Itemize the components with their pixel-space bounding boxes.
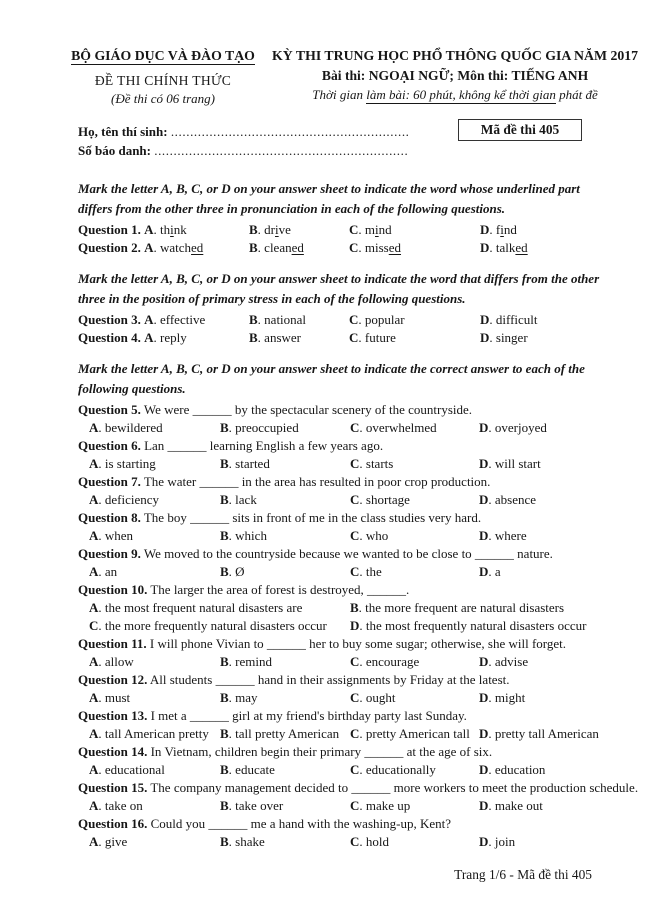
option-d: D. will start: [479, 456, 541, 471]
question-stem: Question 7. The water ______ in the area has resulted in poor crop production.: [78, 474, 491, 489]
question-number-and-option: [78, 311, 249, 329]
option-b: B. preoccupied: [220, 420, 299, 435]
question-stem: Question 14. In Vietnam, children begin their primary ______ at the age of six.: [78, 744, 493, 759]
question-row: [78, 329, 612, 347]
option-d: D. where: [479, 528, 527, 543]
option-a: A. must: [89, 690, 131, 705]
question-stem: Question 15. The company management decided to ______ more workers to meet the production schedule.: [78, 780, 639, 795]
question-number: Question 11.: [78, 636, 147, 651]
official-exam-label: ĐỀ THI CHÍNH THỨC: [94, 73, 232, 88]
option-c: C. mind: [349, 222, 392, 237]
option-a: A. take on: [89, 798, 143, 813]
option-c: C. the: [350, 564, 382, 579]
option-a: A. an: [89, 564, 118, 579]
duration-underlined: làm bài: 60 phút, không kể thời gian: [366, 87, 556, 102]
question-number: Question 9.: [78, 546, 141, 561]
option-d: D. join: [479, 834, 516, 849]
option-b: B. educate: [220, 762, 275, 777]
option-b: B. shake: [220, 834, 265, 849]
option-c: C. hold: [350, 834, 390, 849]
question-section: [78, 359, 639, 851]
question-stem: Question 9. We moved to the countryside because we wanted to be close to ______ nature.: [78, 546, 553, 561]
options-row: [78, 527, 612, 545]
header-right-block: [272, 48, 638, 107]
question-number: Question 2.: [78, 240, 141, 255]
question-stem: Question 12. All students ______ hand in their assignments by Friday at the latest.: [78, 672, 510, 687]
option-d: D. absence: [479, 492, 537, 507]
options-row: [78, 833, 612, 851]
question-stem: Question 5. We were ______ by the spectacular scenery of the countryside.: [78, 402, 473, 417]
option-a: A. reply: [144, 330, 187, 345]
question-stem: Question 8. The boy ______ sits in front of me in the class studies very hard.: [78, 510, 482, 525]
options-row: [78, 455, 612, 473]
question-number: Question 4.: [78, 330, 141, 345]
option-a: A. deficiency: [89, 492, 160, 507]
exam-code-box: Mã đề thi 405: [458, 119, 582, 141]
duration-line: Thời gian làm bài: 60 phút, không kể thời gian phát đề: [312, 87, 598, 102]
option-d: D. a: [479, 564, 501, 579]
options-row: [78, 599, 612, 635]
question-number: Question 3.: [78, 312, 141, 327]
option-d: D. the most frequently natural disasters occur: [350, 618, 587, 633]
header-left-block: [54, 48, 272, 107]
option-c: C. the more frequently natural disasters occur: [89, 618, 327, 633]
question-number: Question 14.: [78, 744, 148, 759]
candidate-info-block: [78, 122, 612, 160]
question-section: [78, 179, 612, 257]
question-number-and-option: [78, 239, 249, 257]
option-a: A. watched: [144, 240, 204, 255]
option-b: B. national: [249, 312, 307, 327]
option-b: B. lack: [220, 492, 257, 507]
question-number: Question 1.: [78, 222, 141, 237]
option-a: A. think: [144, 222, 187, 237]
question-row: [78, 239, 612, 257]
option-d: D. education: [479, 762, 546, 777]
option-d: D. find: [480, 222, 517, 237]
option-a: A. allow: [89, 654, 134, 669]
option-b: B. cleaned: [249, 240, 304, 255]
option-a: A. when: [89, 528, 134, 543]
question-stem: Question 11. I will phone Vivian to ______ her to buy some sugar; otherwise, she will forget.: [78, 636, 566, 651]
option-a: A. effective: [144, 312, 206, 327]
question-stem: Question 16. Could you ______ me a hand with the washing-up, Kent?: [78, 816, 451, 831]
option-d: D. pretty tall American: [479, 726, 599, 741]
option-a: A. the most frequent natural disasters are: [89, 600, 303, 615]
option-a: A. give: [89, 834, 128, 849]
options-row: [78, 491, 612, 509]
option-d: D. might: [479, 690, 526, 705]
options-row: [78, 725, 612, 743]
options-row: [78, 761, 612, 779]
page-count-note: (Đề thi có 06 trang): [111, 91, 215, 106]
section-instruction: Mark the letter A, B, C, or D on your answer sheet to indicate the word whose underlined part differs from the other three in pronunciation in each of the following questions.: [78, 181, 580, 216]
question-stem: Question 10. The larger the area of forest is destroyed, ______.: [78, 582, 410, 597]
option-b: B. drive: [249, 222, 291, 237]
section-instruction: Mark the letter A, B, C, or D on your answer sheet to indicate the correct answer to each of the following questions.: [78, 361, 585, 396]
question-section: [78, 269, 612, 347]
question-number: Question 15.: [78, 780, 148, 795]
option-a: A. educational: [89, 762, 165, 777]
option-c: C. starts: [350, 456, 394, 471]
question-number: Question 13.: [78, 708, 148, 723]
options-row: [78, 419, 612, 437]
question-stem: Question 13. I met a ______ girl at my friend's birthday party last Sunday.: [78, 708, 467, 723]
option-c: C. ought: [350, 690, 396, 705]
options-row: [78, 689, 612, 707]
question-number: Question 7.: [78, 474, 141, 489]
option-b: B. answer: [249, 330, 301, 345]
option-b: B. started: [220, 456, 270, 471]
option-d: D. singer: [480, 330, 528, 345]
question-number: Question 16.: [78, 816, 148, 831]
candidate-id-label: Số báo danh:: [78, 143, 155, 158]
option-c: C. popular: [349, 312, 405, 327]
question-number: Question 10.: [78, 582, 148, 597]
question-row: [78, 221, 612, 239]
option-b: B. the more frequent are natural disasters: [350, 600, 565, 615]
option-c: C. make up: [350, 798, 411, 813]
option-d: D. talked: [480, 240, 528, 255]
question-number: Question 6.: [78, 438, 141, 453]
option-a: A. bewildered: [89, 420, 163, 435]
option-d: D. difficult: [480, 312, 538, 327]
option-c: C. future: [349, 330, 396, 345]
option-c: C. overwhelmed: [350, 420, 437, 435]
exam-title: KỲ THI TRUNG HỌC PHỔ THÔNG QUỐC GIA NĂM 2017: [272, 48, 639, 63]
option-d: D. advise: [479, 654, 529, 669]
option-b: B. tall pretty American: [220, 726, 340, 741]
option-b: B. remind: [220, 654, 272, 669]
page-header: [54, 48, 639, 107]
option-c: C. who: [350, 528, 389, 543]
option-c: C. pretty American tall: [350, 726, 470, 741]
option-c: C. educationally: [350, 762, 436, 777]
question-number-and-option: [78, 329, 249, 347]
questions-area: [78, 179, 639, 851]
ministry-name: BỘ GIÁO DỤC VÀ ĐÀO TẠO: [71, 48, 255, 63]
page-footer: Trang 1/6 - Mã đề thi 405: [454, 867, 592, 882]
candidate-id-line: [78, 141, 612, 160]
options-row: [78, 653, 612, 671]
option-c: C. missed: [349, 240, 402, 255]
options-row: [78, 563, 612, 581]
option-d: D. make out: [479, 798, 543, 813]
option-b: B. take over: [220, 798, 284, 813]
question-number: Question 12.: [78, 672, 148, 687]
option-c: C. shortage: [350, 492, 410, 507]
question-number-and-option: [78, 221, 249, 239]
candidate-id-dotted-line: ..................................................................: [154, 143, 409, 158]
option-b: B. Ø: [220, 564, 245, 579]
section-instruction: Mark the letter A, B, C, or D on your answer sheet to indicate the word that differs from the other three in the position of primary stress in each of the following questions.: [78, 271, 600, 306]
question-stem: Question 6. Lan ______ learning English a few years ago.: [78, 438, 384, 453]
question-number: Question 5.: [78, 402, 141, 417]
subject-line: Bài thi: NGOẠI NGỮ; Môn thi: TIẾNG ANH: [321, 68, 589, 83]
question-number: Question 8.: [78, 510, 141, 525]
option-b: B. which: [220, 528, 267, 543]
option-b: B. may: [220, 690, 258, 705]
options-row: [78, 797, 612, 815]
question-row: [78, 311, 612, 329]
candidate-name-dotted-line: ..............................................................: [170, 124, 410, 139]
option-d: D. overjoyed: [479, 420, 547, 435]
option-c: C. encourage: [350, 654, 420, 669]
option-a: A. is starting: [89, 456, 156, 471]
option-a: A. tall American pretty: [89, 726, 209, 741]
candidate-name-label: Họ, tên thí sinh:: [78, 124, 171, 139]
